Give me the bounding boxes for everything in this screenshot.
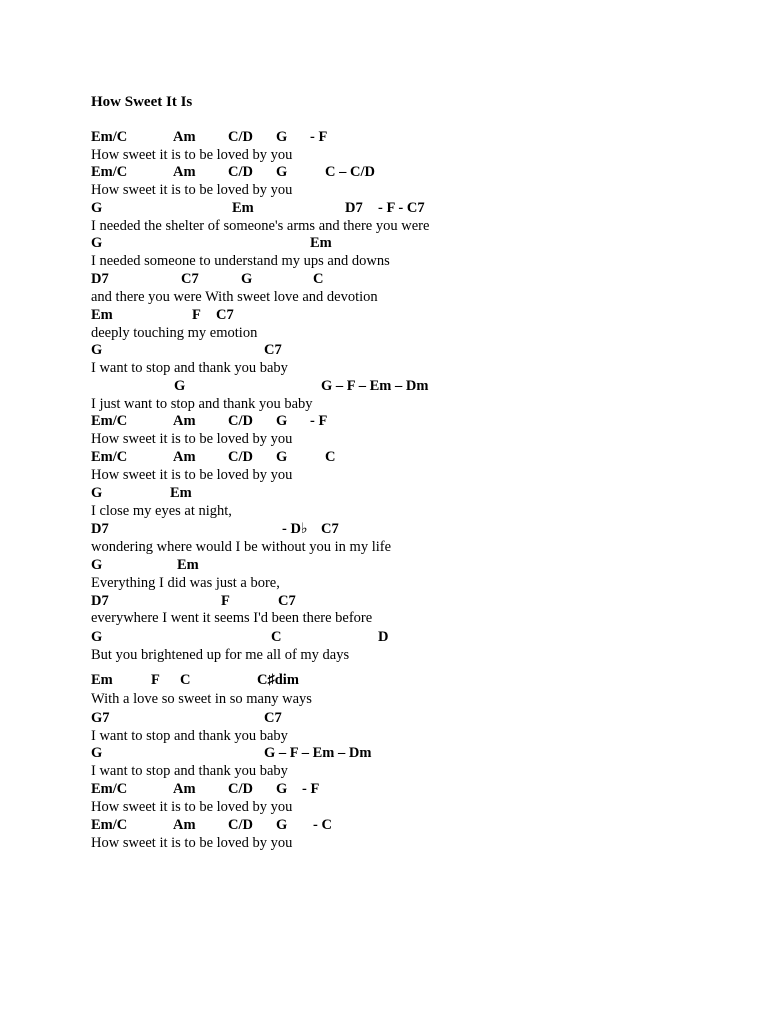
- lyric-line: I want to stop and thank you baby: [91, 360, 288, 376]
- chord-symbol: F: [151, 672, 160, 688]
- chord-line: [0, 164, 768, 181]
- chord-symbol: G: [91, 235, 103, 251]
- lyric-line: I needed the shelter of someone's arms and there you were: [91, 218, 430, 234]
- chord-symbol: D7: [345, 200, 363, 216]
- chord-symbol: F: [221, 593, 230, 609]
- chord-line: [0, 817, 768, 834]
- chord-symbol: D7: [91, 593, 109, 609]
- chord-symbol: G: [276, 449, 288, 465]
- chord-symbol: Em/C: [91, 413, 128, 429]
- lyric-line: How sweet it is to be loved by you: [91, 431, 293, 447]
- lyric-line: How sweet it is to be loved by you: [91, 799, 293, 815]
- chord-line: [0, 129, 768, 146]
- lyric-line: deeply touching my emotion: [91, 325, 258, 341]
- chord-symbol: Am: [173, 781, 196, 797]
- lyric-line: How sweet it is to be loved by you: [91, 835, 293, 851]
- lyric-line: I want to stop and thank you baby: [91, 763, 288, 779]
- chord-symbol: C/D: [228, 817, 253, 833]
- chord-symbol: C7: [181, 271, 199, 287]
- chord-line: [0, 710, 768, 727]
- chord-symbol: G7: [91, 710, 110, 726]
- chord-symbol: Am: [173, 164, 196, 180]
- chord-line: [0, 629, 768, 646]
- chord-symbol: - F - C7: [378, 200, 425, 216]
- chord-line: [0, 378, 768, 395]
- chord-line: [0, 745, 768, 762]
- chord-symbol: Em: [177, 557, 199, 573]
- chord-symbol: Em: [310, 235, 332, 251]
- lyric-line: everywhere I went it seems I'd been there before: [91, 610, 373, 626]
- chord-line: [0, 413, 768, 430]
- chord-symbol: G: [241, 271, 253, 287]
- chord-symbol: D: [378, 629, 389, 645]
- chord-symbol: Am: [173, 413, 196, 429]
- chord-line: [0, 672, 768, 689]
- chord-line: [0, 593, 768, 610]
- chord-symbol: C7: [321, 521, 339, 537]
- chord-symbol: C/D: [228, 449, 253, 465]
- chord-symbol: D7: [91, 521, 109, 537]
- chord-symbol: G – F – Em – Dm: [321, 378, 429, 394]
- chord-symbol: Em/C: [91, 449, 128, 465]
- lyric-line: How sweet it is to be loved by you: [91, 182, 293, 198]
- chord-symbol: G: [91, 629, 103, 645]
- chord-symbol: C/D: [228, 164, 253, 180]
- chord-symbol: C♯dim: [257, 672, 299, 688]
- chord-symbol: G: [276, 817, 288, 833]
- chord-symbol: G: [91, 200, 103, 216]
- chord-symbol: - F: [310, 129, 328, 145]
- chord-symbol: G: [276, 164, 288, 180]
- chord-symbol: G: [276, 413, 288, 429]
- chord-symbol: G: [91, 557, 103, 573]
- chord-symbol: G: [91, 485, 103, 501]
- chord-symbol: C: [271, 629, 282, 645]
- chord-symbol: - F: [302, 781, 320, 797]
- chord-line: [0, 271, 768, 288]
- chord-symbol: Em/C: [91, 817, 128, 833]
- lyric-line: How sweet it is to be loved by you: [91, 147, 293, 163]
- chord-symbol: Em/C: [91, 164, 128, 180]
- lyric-line: I just want to stop and thank you baby: [91, 396, 313, 412]
- chord-symbol: C: [325, 449, 336, 465]
- chord-symbol: C7: [264, 710, 282, 726]
- chord-symbol: G: [91, 342, 103, 358]
- chord-symbol: G: [174, 378, 186, 394]
- chord-symbol: C: [180, 672, 191, 688]
- lyric-line: I want to stop and thank you baby: [91, 728, 288, 744]
- chord-line: [0, 521, 768, 538]
- chord-symbol: Em: [170, 485, 192, 501]
- chord-symbol: Em: [91, 307, 113, 323]
- chord-line: [0, 485, 768, 502]
- chord-symbol: G: [276, 781, 288, 797]
- lyric-line: Everything I did was just a bore,: [91, 575, 280, 591]
- chord-symbol: C/D: [228, 781, 253, 797]
- song-title: How Sweet It Is: [91, 94, 193, 110]
- chord-symbol: C7: [278, 593, 296, 609]
- chord-symbol: Am: [173, 449, 196, 465]
- chord-symbol: Em/C: [91, 781, 128, 797]
- chord-symbol: Em: [232, 200, 254, 216]
- chord-line: [0, 342, 768, 359]
- chord-symbol: - C: [313, 817, 332, 833]
- chord-line: [0, 557, 768, 574]
- chord-symbol: Am: [173, 129, 196, 145]
- lyric-line: How sweet it is to be loved by you: [91, 467, 293, 483]
- chord-line: [0, 449, 768, 466]
- chord-symbol: - D♭: [282, 521, 308, 537]
- chord-symbol: C: [313, 271, 324, 287]
- chord-line: [0, 307, 768, 324]
- chord-symbol: - F: [310, 413, 328, 429]
- chord-symbol: F: [192, 307, 201, 323]
- chord-symbol: G – F – Em – Dm: [264, 745, 372, 761]
- chord-symbol: Em/C: [91, 129, 128, 145]
- lyric-line: wondering where would I be without you in my life: [91, 539, 392, 555]
- chord-symbol: G: [276, 129, 288, 145]
- lyric-line: I needed someone to understand my ups and downs: [91, 253, 390, 269]
- chord-symbol: C/D: [228, 413, 253, 429]
- chord-symbol: Em: [91, 672, 113, 688]
- lyric-line: and there you were With sweet love and devotion: [91, 289, 378, 305]
- chord-line: [0, 200, 768, 217]
- chord-symbol: D7: [91, 271, 109, 287]
- chord-symbol: G: [91, 745, 103, 761]
- chord-symbol: C7: [216, 307, 234, 323]
- chord-line: [0, 235, 768, 252]
- lyric-line: I close my eyes at night,: [91, 503, 232, 519]
- lyric-line: With a love so sweet in so many ways: [91, 691, 312, 707]
- chord-line: [0, 781, 768, 798]
- chord-symbol: Am: [173, 817, 196, 833]
- chord-symbol: C7: [264, 342, 282, 358]
- chord-symbol: C – C/D: [325, 164, 375, 180]
- chord-symbol: C/D: [228, 129, 253, 145]
- lyric-line: But you brightened up for me all of my days: [91, 647, 350, 663]
